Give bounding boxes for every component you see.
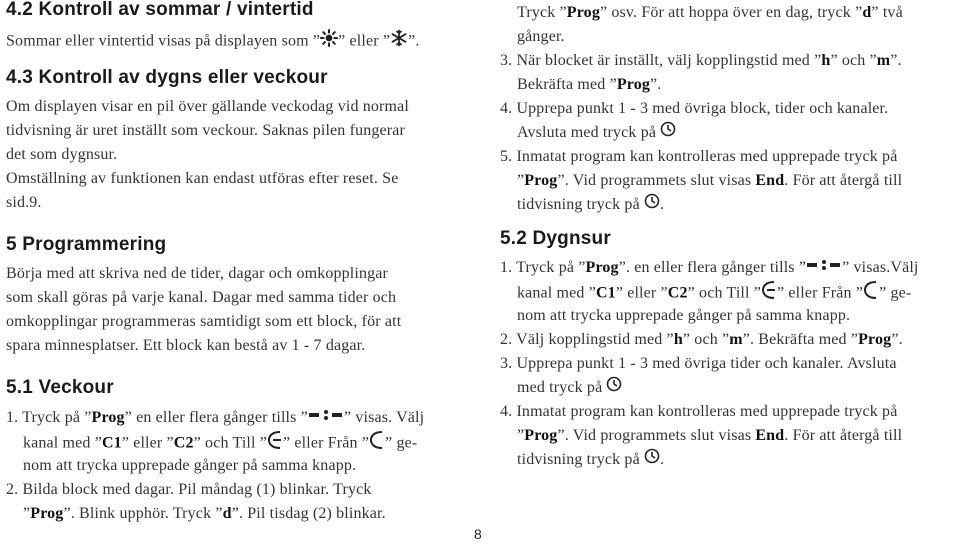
dst-text: Sommar eller vintertid visas på displayen som ” ” eller ” ”. [6, 29, 420, 53]
snowflake-icon [390, 29, 408, 55]
program-symbol-icon [308, 406, 344, 430]
clock-icon [660, 121, 676, 145]
off-switch-icon [863, 280, 879, 308]
heading-5-1: 5.1 Veckour [6, 377, 114, 398]
off-switch-icon [369, 430, 385, 458]
heading-5-2: 5.2 Dygnsur [500, 228, 611, 249]
heading-4-2: 4.2 Kontroll av sommar / vintertid [6, 0, 314, 20]
program-symbol-icon [806, 256, 842, 280]
page-number: 8 [474, 526, 482, 542]
heading-5: 5 Programmering [6, 234, 167, 255]
sun-icon [320, 29, 338, 55]
heading-4-3: 4.3 Kontroll av dygns eller veckour [6, 67, 328, 88]
weekly-steps-continued: Tryck ”Prog” osv. För att hoppa över en dag, tryck ”d” två gånger. 3. När blocket är inställt, välj kopplingstid med ”h” och ”m”. Bekräfta med ”Prog”. 4. Upprepa punkt 1 - 3 med övriga block, tider och kanaler. Avsluta med tryck på 5. Inmatat program kan kontrolleras med upprepade tryck på ”Prog”. Vid programmets slut visas End. För att återgå till tidvisning tryck på . [500, 1, 903, 217]
programming-text: Börja med att skriva ned de tider, dagar och omkopplingar som skall göras på varje kanal. Dagar med samma tider och omkopplingar programmeras samtidigt som ett block, för att spara minnesplatser. Ett block kan bestå av 1 - 7 dagar. [6, 265, 402, 354]
mode-text: Om displayen visar en pil över gällande veckodag vid normal tidvisning är uret inställt som veckour. Saknas pilen fungerar det som dygnsur. Omställning av funktionen kan endast utföras efter reset. Se sid.9. [6, 98, 409, 211]
clock-icon [644, 193, 660, 217]
clock-icon [606, 376, 622, 400]
clock-icon [644, 448, 660, 472]
weekly-steps: 1. Tryck på ”Prog” en eller flera gånger tills ” ” visas. Välj kanal med ”C1” eller ”C2” och Till ” ” eller Från ” ” ge- nom att trycka upprepade gånger på samma knapp. 2. Bilda block med dagar. Pil måndag (1) blinkar. Tryck ”Prog”. Blink upphör. Tryck ”d”. Pil tisdag (2) blinkar. [6, 406, 424, 526]
daily-steps: 1. Tryck på ”Prog”. en eller flera gånger tills ” ” visas.Välj kanal med ”C1” eller ”C2” och Till ” ” eller Från ” ” ge- nom att trycka upprepade gånger på samma knapp. 2. Välj kopplingstid med ”h” och ”m”. Bekräfta med ”Prog”. 3. Upprepa punkt 1 - 3 med övriga tider och kanaler. Avsluta med tryck på 4. Inmatat program kan kontrolleras med upprepade tryck på ”Prog”. Vid programmets slut visas End. För att återgå till tidvisning tryck på . [500, 256, 919, 472]
